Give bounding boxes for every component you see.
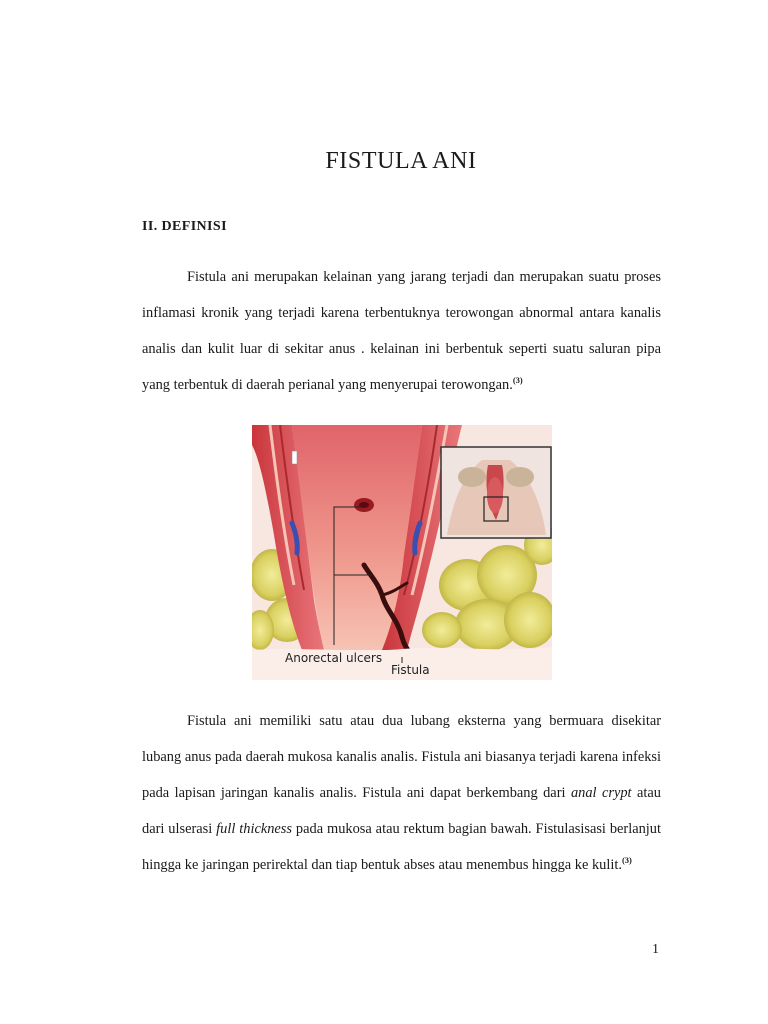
paragraph-etiology [142,703,661,883]
paragraph-etiology-text-3: pada mukosa atau rektum bagian bawah. Fistulasisasi berlanjut hingga ke jaringan perirektal dan tiap bentuk abses atau menembus hingga ke kulit. [142,821,661,873]
page-title: FISTULA ANI [325,148,477,174]
term-anal-crypt: anal crypt [570,785,632,801]
label-anorectal-ulcers: Anorectal ulcers [285,651,383,665]
paragraph-etiology-text-2: atau dari ulserasi [142,785,661,837]
paragraph-definition [142,259,661,403]
citation-ref: (3) [621,855,632,865]
paragraph-etiology-text-1: Fistula ani memiliki satu atau dua lubang eksterna yang bermuara disekitar lubang anus pada daerah mukosa kanalis analis. Fistula ani biasanya terjadi karena infeksi pada lapisan jaringan kanalis analis. Fistula ani dapat berkembang dari [142,713,661,801]
paragraph-definition-text: Fistula ani merupakan kelainan yang jarang terjadi dan merupakan suatu proses inflamasi kronik yang terjadi karena terbentuknya terowongan abnormal antara kanalis analis dan kulit luar di sekitar anus . kelainan ini berbentuk seperti suatu saluran pipa yang terbentuk di daerah perianal yang menyerupai terowongan. [142,269,661,393]
term-full-thickness: full thickness [216,821,293,837]
inset-overview [441,447,551,538]
section-heading: II. DEFINISI [142,219,227,234]
anorectal-fistula-illustration [252,425,552,680]
citation-ref: (3) [512,375,523,385]
page-number: 1 [652,942,659,957]
label-fistula: Fistula [391,663,430,677]
anatomy-drawing [252,425,552,680]
